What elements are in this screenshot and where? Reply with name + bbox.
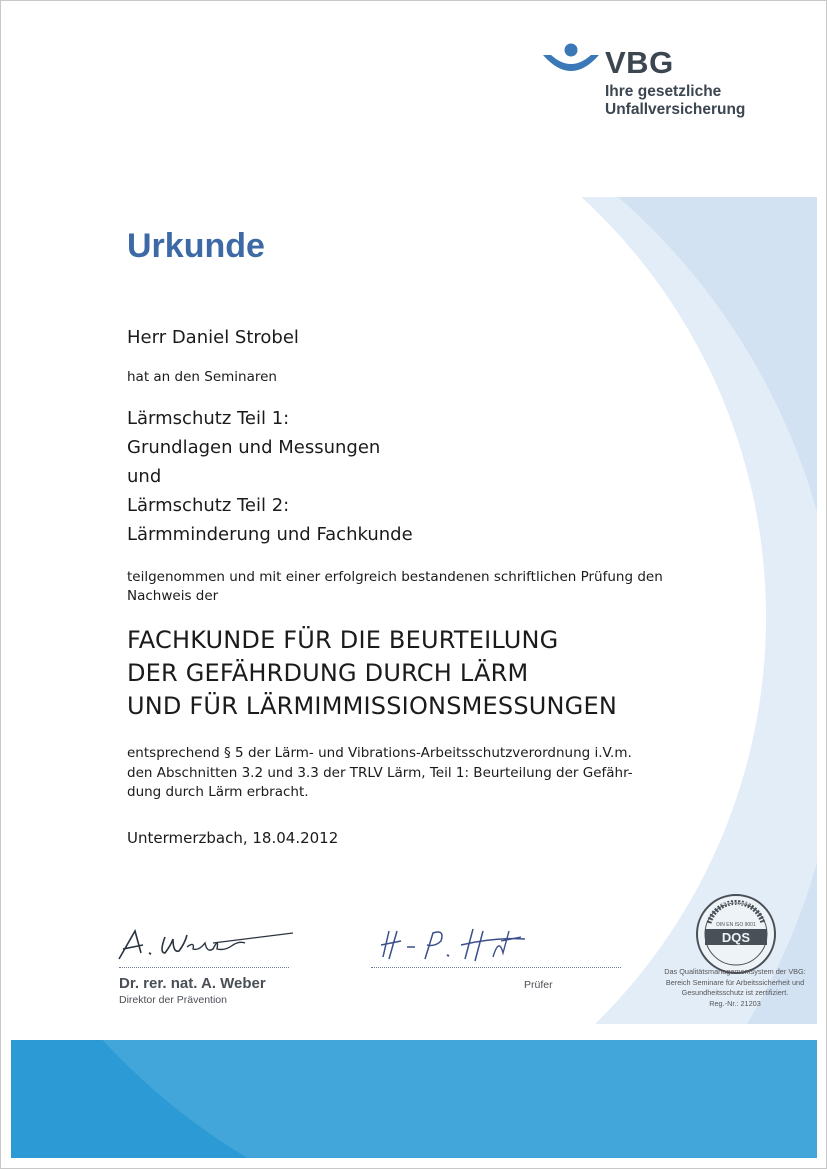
- qualification-heading: [127, 624, 617, 723]
- quality-note-line: Das Qualitätsmanagementsystem der VBG:: [664, 967, 806, 976]
- qualification-line: FACHKUNDE FÜR DIE BEURTEILUNG: [127, 626, 559, 654]
- seminar-line: Lärmschutz Teil 1:: [127, 408, 290, 429]
- signer-name: Dr. rer. nat. A. Weber: [119, 975, 266, 992]
- logo-brand: VBG: [605, 45, 674, 80]
- quality-note: [649, 967, 821, 1009]
- footer-band: [11, 1040, 817, 1158]
- examiner-label: Prüfer: [524, 979, 553, 991]
- legal-line: entsprechend § 5 der Lärm- und Vibrations-Arbeitsschutzverordnung i.V.m.: [127, 745, 632, 761]
- dqs-seal-icon: [695, 893, 777, 975]
- quality-note-line: Bereich Seminare für Arbeitssicherheit und: [665, 977, 805, 987]
- seminar-line: Grundlagen und Messungen: [127, 437, 381, 458]
- qualification-line: UND FÜR LÄRMIMMISSIONSMESSUNGEN: [127, 692, 617, 720]
- svg-text:DIN EN ISO 9001: DIN EN ISO 9001: [716, 922, 756, 928]
- certificate-title: Urkunde: [127, 227, 265, 265]
- svg-text:DQS: DQS: [721, 930, 751, 945]
- legal-line: den Abschnitten 3.2 und 3.3 der TRLV Lärm, Teil 1: Beurteilung der Gefähr-: [127, 764, 633, 781]
- signature-line-director: [119, 967, 289, 968]
- footer-band-arc: [11, 1040, 817, 1158]
- signer-role: Direktor der Prävention: [119, 994, 227, 1006]
- vbg-logo-mark-icon: [541, 43, 601, 83]
- statement-text: [127, 568, 663, 606]
- logo-tagline-1: Ihre gesetzliche: [605, 83, 722, 100]
- legal-basis-text: [127, 744, 633, 803]
- vbg-logo: [541, 43, 761, 123]
- background-arc-inner: [11, 197, 766, 1024]
- svg-text:ZERTIFIZIERT: ZERTIFIZIERT: [721, 901, 751, 906]
- quality-note-line: Gesundheitsschutz ist zertifiziert.: [681, 988, 789, 997]
- intro-text: hat an den Seminaren: [127, 369, 277, 385]
- statement-line: teilgenommen und mit einer erfolgreich bestandenen schriftlichen Prüfung den: [127, 569, 663, 585]
- place-date: Untermerzbach, 18.04.2012: [127, 829, 339, 847]
- statement-line: Nachweis der: [127, 588, 219, 604]
- director-signature-icon: [113, 923, 298, 967]
- quality-note-line: Reg.-Nr.: 21203: [709, 998, 761, 1008]
- signature-line-examiner: [371, 967, 621, 968]
- seminar-list: [127, 404, 413, 549]
- logo-tagline-2: Unfallversicherung: [605, 101, 746, 118]
- seminar-line: Lärmschutz Teil 2:: [127, 495, 290, 516]
- seminar-line: und: [127, 466, 162, 487]
- legal-line: dung durch Lärm erbracht.: [127, 784, 309, 800]
- qualification-line: DER GEFÄHRDUNG DURCH LÄRM: [127, 659, 529, 687]
- recipient-name: Herr Daniel Strobel: [127, 327, 299, 348]
- seminar-line: Lärmminderung und Fachkunde: [127, 524, 413, 545]
- examiner-signature-icon: [375, 923, 535, 969]
